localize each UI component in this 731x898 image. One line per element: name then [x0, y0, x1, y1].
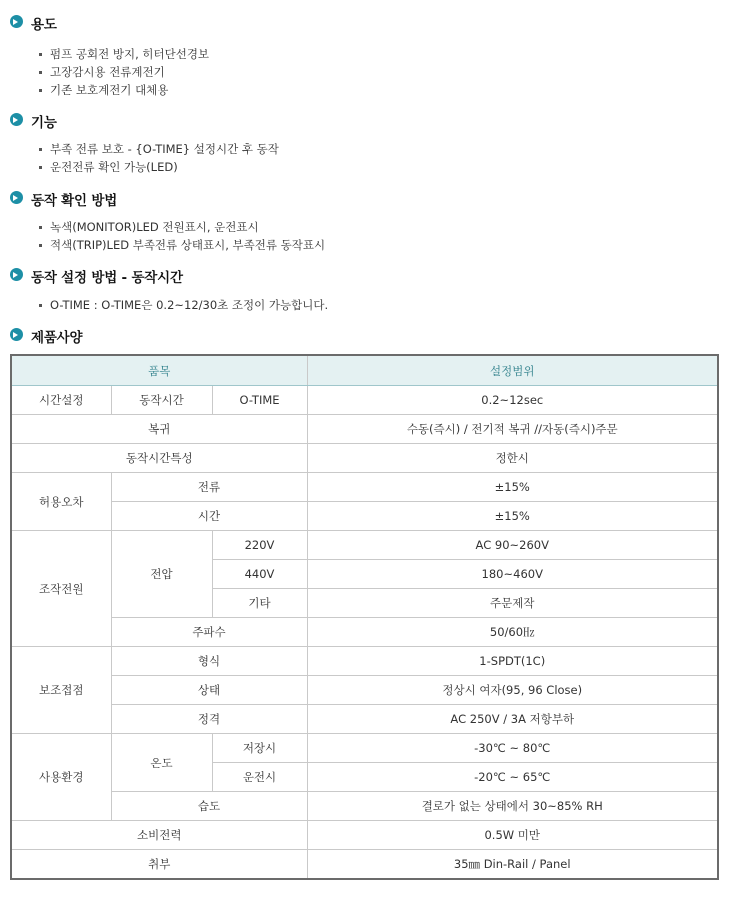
bullet-list	[0, 45, 731, 99]
column-header-range: 설정범위	[307, 355, 718, 386]
table-row	[11, 676, 718, 705]
section-title: 제품사양	[31, 330, 83, 346]
table-row	[11, 821, 718, 850]
row-value: 1-SPDT(1C)	[307, 647, 718, 676]
bullet-list	[0, 296, 731, 314]
row-sublabel: 440V	[212, 560, 307, 589]
spec-table	[10, 354, 719, 880]
row-value: -30℃ ~ 80℃	[307, 734, 718, 763]
table-row	[11, 415, 718, 444]
row-value: 180~460V	[307, 560, 718, 589]
row-label: 시간설정	[11, 386, 111, 415]
arrow-bullet-icon	[10, 191, 23, 204]
row-value: 정상시 여자(95, 96 Close)	[307, 676, 718, 705]
section-heading	[0, 12, 731, 32]
row-sublabel: 형식	[111, 647, 307, 676]
group-label: 허용오차	[11, 473, 111, 531]
table-row	[11, 734, 718, 763]
list-item: 펌프 공회전 방지, 히터단선경보	[0, 45, 731, 63]
list-item: 적색(TRIP)LED 부족전류 상태표시, 부족전류 동작표시	[0, 236, 731, 254]
row-sublabel: O-TIME	[212, 386, 307, 415]
arrow-bullet-icon	[10, 15, 23, 28]
row-sublabel: 기타	[212, 589, 307, 618]
section-usage	[0, 12, 731, 99]
table-row	[11, 618, 718, 647]
list-item: 녹색(MONITOR)LED 전원표시, 운전표시	[0, 218, 731, 236]
arrow-bullet-icon	[10, 328, 23, 341]
section-heading	[0, 325, 731, 345]
table-row	[11, 792, 718, 821]
list-item: 고장감시용 전류계전기	[0, 63, 731, 81]
row-label: 복귀	[11, 415, 307, 444]
row-value: 정한시	[307, 444, 718, 473]
row-sublabel: 주파수	[111, 618, 307, 647]
section-title: 용도	[31, 17, 57, 33]
table-row	[11, 647, 718, 676]
row-sublabel: 운전시	[212, 763, 307, 792]
section-function	[0, 110, 731, 176]
row-label: 소비전력	[11, 821, 307, 850]
table-row	[11, 386, 718, 415]
bullet-list	[0, 140, 731, 176]
row-sublabel: 220V	[212, 531, 307, 560]
column-header-item: 품목	[11, 355, 307, 386]
table-row	[11, 850, 718, 880]
row-sublabel: 저장시	[212, 734, 307, 763]
row-label: 동작시간특성	[11, 444, 307, 473]
row-value: 0.5W 미만	[307, 821, 718, 850]
row-value: 50/60㎐	[307, 618, 718, 647]
row-sublabel: 동작시간	[111, 386, 212, 415]
row-sublabel: 전압	[111, 531, 212, 618]
arrow-bullet-icon	[10, 268, 23, 281]
row-sublabel: 온도	[111, 734, 212, 792]
row-value: AC 90~260V	[307, 531, 718, 560]
section-operation-check	[0, 188, 731, 254]
section-title: 기능	[31, 115, 57, 131]
group-label: 보조접점	[11, 647, 111, 734]
section-operation-setting	[0, 265, 731, 314]
row-value: 0.2~12sec	[307, 386, 718, 415]
row-value: 주문제작	[307, 589, 718, 618]
row-sublabel: 정격	[111, 705, 307, 734]
row-value: ±15%	[307, 473, 718, 502]
list-item: 기존 보호계전기 대체용	[0, 81, 731, 99]
table-row	[11, 705, 718, 734]
row-value: AC 250V / 3A 저항부하	[307, 705, 718, 734]
section-heading	[0, 110, 731, 130]
table-header-row	[11, 355, 718, 386]
section-title: 동작 확인 방법	[31, 193, 118, 209]
row-sublabel: 습도	[111, 792, 307, 821]
group-label: 조작전원	[11, 531, 111, 647]
row-sublabel: 시간	[111, 502, 307, 531]
list-item: 부족 전류 보호 - {O-TIME} 설정시간 후 동작	[0, 140, 731, 158]
table-row	[11, 444, 718, 473]
table-row	[11, 473, 718, 502]
section-heading	[0, 188, 731, 208]
bullet-list	[0, 218, 731, 254]
section-title: 동작 설정 방법 - 동작시간	[31, 270, 183, 286]
row-value: ±15%	[307, 502, 718, 531]
row-value: 수동(즉시) / 전기적 복귀 //자동(즉시)주문	[307, 415, 718, 444]
table-row	[11, 531, 718, 560]
list-item: O-TIME : O-TIME은 0.2~12/30초 조정이 가능합니다.	[0, 296, 731, 314]
row-value: 35㎜ Din-Rail / Panel	[307, 850, 718, 880]
row-value: 결로가 없는 상태에서 30~85% RH	[307, 792, 718, 821]
row-value: -20℃ ~ 65℃	[307, 763, 718, 792]
arrow-bullet-icon	[10, 113, 23, 126]
row-label: 취부	[11, 850, 307, 880]
row-sublabel: 전류	[111, 473, 307, 502]
section-heading	[0, 265, 731, 285]
table-row	[11, 502, 718, 531]
section-specifications	[0, 325, 731, 345]
group-label: 사용환경	[11, 734, 111, 821]
list-item: 운전전류 확인 가능(LED)	[0, 158, 731, 176]
row-sublabel: 상태	[111, 676, 307, 705]
